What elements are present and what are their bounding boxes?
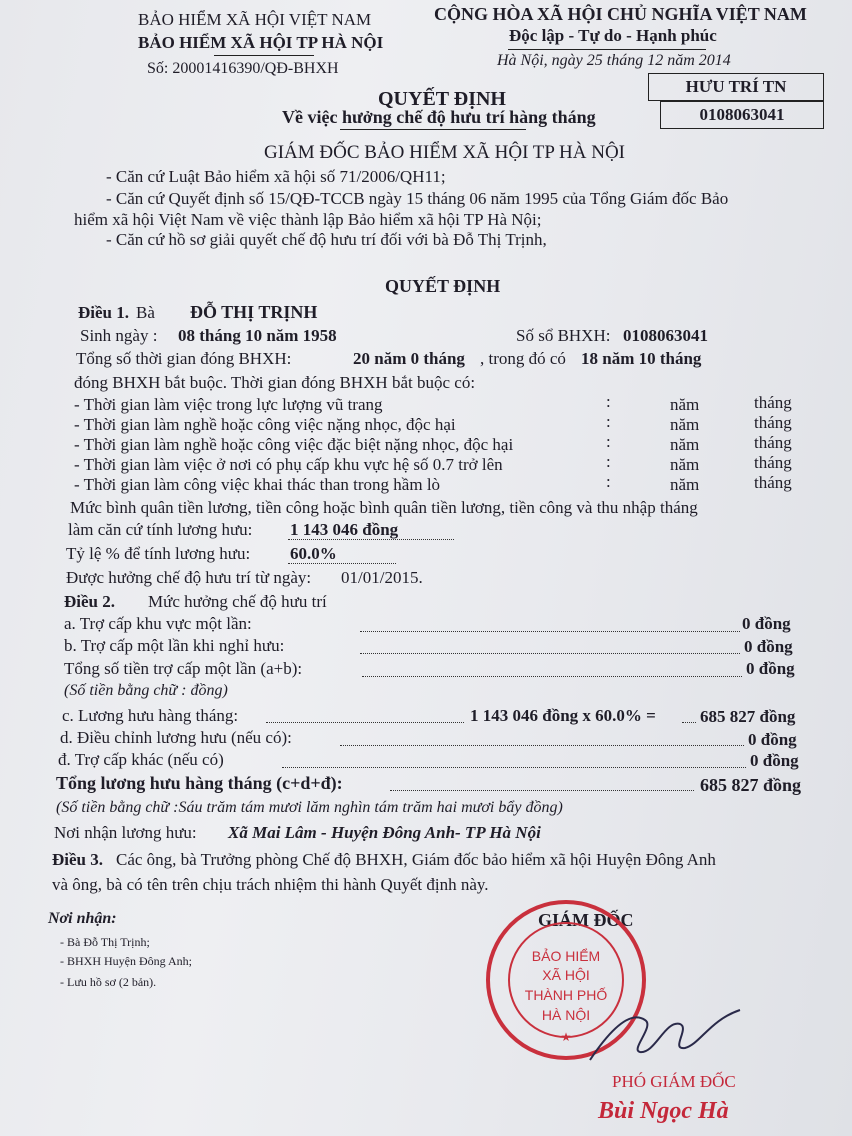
period-year: năm [670,415,700,434]
rate-label: Tỷ lệ % để tính lương hưu: [66,544,251,563]
base-salary-value: 1 143 046 đồng [290,520,399,539]
doc-number: Số: 20001416390/QĐ-BHXH [147,60,339,77]
period-colon: : [606,432,611,451]
stamp-line4: HÀ NỘI [541,1007,591,1023]
subject-underline [340,129,526,130]
period-heavy-work: - Thời gian làm nghề hoặc công việc nặng nhọc, độc hại [74,415,456,434]
recipient-item: - Bà Đỗ Thị Trịnh; [60,935,150,949]
recipients-label: Nơi nhận: [48,910,117,927]
allowance-a-dots [360,631,740,632]
basis-1: - Căn cứ Luật Bảo hiểm xã hội số 71/2006/QH11; [106,167,446,186]
period-colon: : [606,472,611,491]
basis-3: - Căn cứ hồ sơ giải quyết chế độ hưu trí đối với bà Đỗ Thị Trịnh, [106,230,547,249]
total-time-label: Tổng số thời gian đóng BHXH: [76,349,292,368]
dob-value: 08 tháng 10 năm 1958 [178,326,337,345]
signature-title: GIÁM ĐỐC [538,910,634,930]
authority: GIÁM ĐỐC BẢO HIỂM XÃ HỘI TP HÀ NỘI [264,142,625,163]
total-time-value: 20 năm 0 tháng [353,349,465,368]
org-line2: BẢO HIỂM XÃ HỘI TP HÀ NỘI [138,33,384,52]
base-salary-label: làm căn cứ tính lương hưu: [68,520,253,539]
allowance-b-dots [360,653,740,654]
period-month: tháng [754,393,792,412]
org-line1: BẢO HIỂM XÃ HỘI VIỆT NAM [138,10,372,29]
total-pension-label: Tổng lương hưu hàng tháng (c+d+đ): [56,773,343,793]
period-month: tháng [754,433,792,452]
pension-id-box [660,101,824,129]
period-month: tháng [754,453,792,472]
period-regional-allowance: - Thời gian làm việc ở nơi có phụ cấp khu vực hệ số 0.7 trở lên [74,455,503,474]
allowance-sum-value: 0 đồng [746,659,795,678]
period-month: tháng [754,473,792,492]
adjustment-label: d. Điều chỉnh lương hưu (nếu có): [60,728,292,747]
period-year: năm [670,475,700,494]
book-number: 0108063041 [623,326,708,345]
monthly-pension-dots [266,722,464,723]
signature-scribble-icon [570,990,750,1080]
avg-salary-text: Mức bình quân tiền lương, tiền công hoặc bình quân tiền lương, tiền công và thu nhập tháng [70,498,698,517]
period-colon: : [606,452,611,471]
rate-dots [288,563,396,564]
adjustment-dots [340,745,744,746]
total-time-mid: , trong đó có [480,349,566,368]
mandatory-text: đóng BHXH bắt buộc. Thời gian đóng BHXH bắt buộc có: [74,373,476,392]
deputy-title: PHÓ GIÁM ĐỐC [612,1072,736,1091]
allowance-sum-words: (Số tiền bằng chữ : đồng) [64,682,228,699]
decision-subject: Về việc hưởng chế độ hưu trí hàng tháng [282,107,596,127]
rate-value: 60.0% [290,544,337,563]
mandatory-time-value: 18 năm 10 tháng [581,349,702,368]
other-allowance-value: 0 đồng [750,751,799,770]
org-underline [214,55,314,56]
basis-2b: hiểm xã hội Việt Nam về việc thành lập Bảo hiểm xã hội TP Hà Nội; [74,210,542,229]
other-allowance-label: đ. Trợ cấp khác (nếu có) [58,750,224,769]
nation-title: CỘNG HÒA XÃ HỘI CHỦ NGHĨA VIỆT NAM [434,4,807,24]
article3-line1: Các ông, bà Trưởng phòng Chế độ BHXH, Giám đốc bảo hiểm xã hội Huyện Đông Anh [116,850,716,869]
allowance-sum-label: Tổng số tiền trợ cấp một lần (a+b): [64,659,303,678]
allowance-sum-dots [362,676,742,677]
allowance-a-label: a. Trợ cấp khu vực một lần: [64,614,252,633]
signer-name: Bùi Ngọc Hà [598,1098,729,1124]
article1-salutation: Bà [136,303,155,322]
total-pension-value: 685 827 đồng [700,775,802,795]
pension-id: 0108063041 [699,105,785,124]
beneficiary-name: ĐỖ THỊ TRỊNH [190,302,318,322]
period-year: năm [670,395,700,414]
basis-2a: - Căn cứ Quyết định số 15/QĐ-TCCB ngày 15 tháng 06 năm 1995 của Tổng Giám đốc Bảo [106,189,729,208]
receive-place-value: Xã Mai Lâm - Huyện Đông Anh- TP Hà Nội [228,823,541,842]
stamp-line3: THÀNH PHỐ [524,987,608,1003]
period-armed-forces: - Thời gian làm việc trong lực lượng vũ trang [74,395,383,414]
article2-label: Điều 2. [64,592,115,611]
pension-type-box [648,73,824,101]
allowance-b-label: b. Trợ cấp một lần khi nghỉ hưu: [64,636,285,655]
article2-title: Mức hưởng chế độ hưu trí [148,592,327,611]
other-allowance-dots [282,767,746,768]
article1-label: Điều 1. [78,303,129,322]
article3-label: Điều 3. [52,850,103,869]
period-colon: : [606,412,611,431]
adjustment-value: 0 đồng [748,730,797,749]
place-date: Hà Nội, ngày 25 tháng 12 năm 2014 [497,52,731,69]
article3-line2: và ông, bà có tên trên chịu trách nhiệm thi hành Quyết định này. [52,875,489,894]
book-label: Số sổ BHXH: [516,326,611,345]
total-pension-words: (Số tiền bằng chữ :Sáu trăm tám mươi lăm nghìn tám trăm hai mươi bẩy đồng) [56,799,563,816]
stamp-line1: BẢO HIỂM [531,948,601,964]
start-date-value: 01/01/2015. [341,568,423,587]
start-date-label: Được hưởng chế độ hưu trí từ ngày: [66,568,312,587]
recipient-item: - Lưu hồ sơ (2 bản). [60,975,157,989]
allowance-a-value: 0 đồng [742,614,791,633]
period-year: năm [670,435,700,454]
period-year: năm [670,455,700,474]
stamp-line2: XÃ HỘI [542,967,590,983]
receive-place-label: Nơi nhận lương hưu: [54,823,197,842]
period-coal-mining: - Thời gian làm công việc khai thác than trong hầm lò [74,475,441,494]
motto: Độc lập - Tự do - Hạnh phúc [509,26,717,45]
period-month: tháng [754,413,792,432]
star-icon: ★ [560,1030,572,1044]
base-salary-dots [288,539,454,540]
motto-underline [508,49,706,50]
recipient-item: - BHXH Huyện Đông Anh; [60,954,192,968]
monthly-pension-formula: 1 143 046 đồng x 60.0% = [470,706,656,725]
monthly-pension-dots-2 [682,722,696,723]
monthly-pension-label: c. Lương hưu hàng tháng: [62,706,239,725]
dob-label: Sinh ngày : [80,326,158,345]
period-colon: : [606,392,611,411]
total-pension-dots [390,790,694,791]
period-special-heavy-work: - Thời gian làm nghề hoặc công việc đặc biệt nặng nhọc, độc hại [74,435,514,454]
decision-heading: QUYẾT ĐỊNH [385,276,501,296]
allowance-b-value: 0 đồng [744,637,793,656]
monthly-pension-value: 685 827 đồng [700,707,796,726]
pension-type: HƯU TRÍ TN [685,77,787,96]
decision-title: QUYẾT ĐỊNH [378,88,506,110]
